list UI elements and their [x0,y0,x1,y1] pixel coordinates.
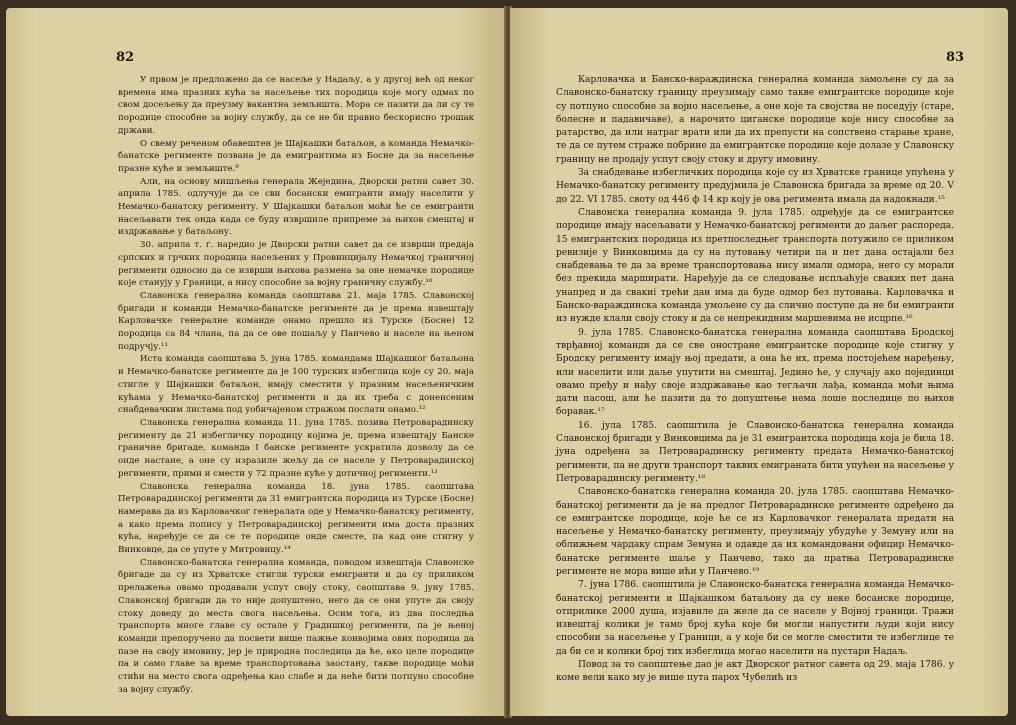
paragraph: Повод за то саопштење дао је акт Дворског ратног савета од 29. маја 1786. у коме вели како му је више пута парох Чубелић из [556,660,954,684]
paragraph: Славонска генерална команда саопштава 21. маја 1785. Славонској бригади и команди Немачко-банатске регименте да је према извештају Карловачке генералне команде онамо прешло из Турске (Босне) 12 породица са 84 члана, па да се ове пошаљу у Панчево и населе на њеном подручју.¹¹ [118,290,474,352]
paragraph: Славонско-банатска генерална команда, поводом извештаја Славонске бригаде да су из Хрватске стигли турски емигранти и да су приликом прелажења овамо продавали успут своју стоку, саопштава 9. јуну 1785. Славонској бригади да то није допуштено, него да се они упуте да своју стоку доведу до места свога насељења. Осим тога, из два последња транспорта многе главе су остале у Градишкој регименти, па је њеној команди препоручено да посвети више пажње конвојима ових породица да пазе на своју имовину, јер је природна последица да ће, ако целе породице па и само главе за време транспортовања заостану, такве породице моћи стићи на место свога одређења као слабе и да неће бити потпуно способне за војну службу. [118,557,474,695]
paragraph: Славонска генерална команда 18. јуна 1785. саопштава Петроварадинској регименти да 31 емигрантска породица из Турске (Босне) намерава да из Карловачког генералата оде у Немачко-банатску регименту, а како према попису у Петроварадинској регименти има доста празних кућа, наређује се да се те породице онде сместе, па кад оне стигну у Винковце, да се упуте у Митровицу.¹⁴ [118,481,474,556]
paragraph: Карловачка и Банско-вараждинска генерална команда замољене су да за Славонско-банатску границу преузимају само такве емигрантске породице које су потпуно способне за војно насељење, а оне које та својства не поседују (старе, болесне и падавичаве), а нарочито циганске породице које нису способне за ратарство, да или натраг врати или да их препусти на сопствено старање хране, те да се путем страже побрине да емигрантске породице које долазе у Славонску границу не продају успут своју стоку и другу имовину. [556,75,954,165]
paragraph: 7. јуна 1786. саопштила је Славонско-банатска генерална команда Немачко-банатској регименти и Шајкашком батаљону да су неке босанске породице, отприлике 2000 душа, изјавиле да желе да се населе у Војној граници. Тражи извештај колики је тамо број кућа које би могли напустити људи који нису способни за насељење у Граници, а у које би се могле сместити те избеглице те да би се и колики број тих избеглица могао населити на пустари Надаљ. [556,580,954,657]
paragraph: Али, на основу мишљења генерала Жеједина, Дворски ратни савет 30. априла 1785. одлучује да се сви босански емигранти имају населити у Немачко-банатску регименту. У Шајкашки батаљон моћи ће се емигранти насељавати тек онда када се буду извршиле припреме за њихов смештај и издржавање у батаљону. [118,176,474,238]
paragraph: 9. јула 1785. Славонско-банатска генерална команда саопштава Бродској тврђавној команди да се све оностране емигрантске породице које стигну у Бродску регименту имају њој предати, а она ће их, према постојећем наређењу, или населити или даље упутити на смештај. Једино ће, у случају ако појединци овамо пређу и нађу своје издржавање као тегљачи лађа, команда моћи њима дати пасош, али ће пазити да то допуштење нема лоше последице по њихов боравак.¹⁷ [556,327,954,418]
right-page [510,8,1008,716]
paragraph: 30. априла т. г. наредио је Дворски ратни савет да се изврши предаја српских и грчких породица насељених у Провинцијалу Немачкој граничној регименти односно да се изврши њихова размена за оне немачке породице које станују у Граници, а нису способне за војну граничну службу.¹⁰ [118,240,474,289]
left-page-text [118,74,474,696]
paragraph: О свему реченом обавештен је Шајкашки батаљон, а команда Немачко-банатске регименте позвана је да емигрантима из Босне да за насељење празне куће и земљиште.⁹ [118,138,474,174]
paragraph: У првом је предложено да се насеље у Надаљу, а у другој већ од неког времена има празних кућа за насељење тих породица које могу одмах по свом досељењу да преузму вакантна земљишта. Мора се пазити да ли су те породице способне за војну службу, да се не би правио бескорисно трошак држави. [118,75,474,136]
right-page-text [556,74,954,686]
right-page-number: 83 [946,50,965,65]
paragraph: Славонска генерална команда 9. јула 1785. одређује да се емигрантске породице имају насељавати у Немачко-банатској регименти до даљег распореда. 15 емигрантских породица из претпоследњег транспорта потужило се приликом ревизије у Винковцима да су на путовању четири па и пет дана остајали без снабдевања те да за време транспортовања нису имали одмора, него су морали без прекида марширати. Наређује да се следовање испљаћује свакиx пет дана унапред и да свакиi трећи дан има да буде одмор без путовања. Карловачка и Банско-вараждинска команда умољене су да слично поступе да не би емигранти из нужде клали своју стоку и да се непрекидним маршевима не исцрпе.¹⁶ [556,207,954,325]
paragraph: Славонско-банатска генерална команда 20. јула 1785. саопштава Немачко-банатској регименти да је на предлог Петроварадинске регименте одређено да се емигрантске породице, које ће се из Карловачког генералата предати на насељење у Немачко-банатску регименту, преузимају убудуће у Земуну или на оближњем чардаку спрам Земуна и одавде да их командовани официр Немачко-банатске регименте шаље у Панчево, тако да пратња Петроварадинске регименте не мора више ићи у Панчево.¹⁹ [556,487,954,577]
paragraph: Иста команда саопштава 5. јуна 1785. командама Шајкашког батаљона и Немачко-банатске регименте да је 100 турских избеглица које су 20. маја стигле у Шајкашки батаљон, имају сместити у празним насељеничким кућама у Немачко-банатској регименти и да их треба с доненсеним снабдевачким листама под уобичајеном стражом послати онамо.¹² [118,354,474,416]
left-page-number: 82 [116,50,135,65]
paragraph: 16. јула 1785. саопштила је Славонско-банатска генерална команда Славонској бригади у Винковцима да је 31 емигрантска породица која је била 18. јуна одређена за Петроварадинску регименту предата Немачко-банатској регименти, па не други транспорт таквих емиграната бити упућен на насељење у Петроварадинску регименту.¹⁸ [556,420,954,484]
paragraph: Славонска генерална команда 11. јуна 1785. позива Петроварадинску регименту да 21 избегличку породицу којима је, према извештају Банске граничне бригаде, команда I банске регименте ускратила дозволу да се онде настане, а оне су изразиле жељу да се населе у Петроварадинској регименти, прими и смести у 72 празне куће у дотичној регименти.¹³ [118,417,474,479]
paragraph: За снабдевање избегличких породица које су из Хрватске границе упућена у Немачко-банатску регименту предујмила је Славонска бригада за време од 20. V до 22. VI 1785. своту од 446 ф 14 кр коју је ова регимента имала да надокнади.¹⁵ [556,168,954,205]
left-page [6,8,506,716]
